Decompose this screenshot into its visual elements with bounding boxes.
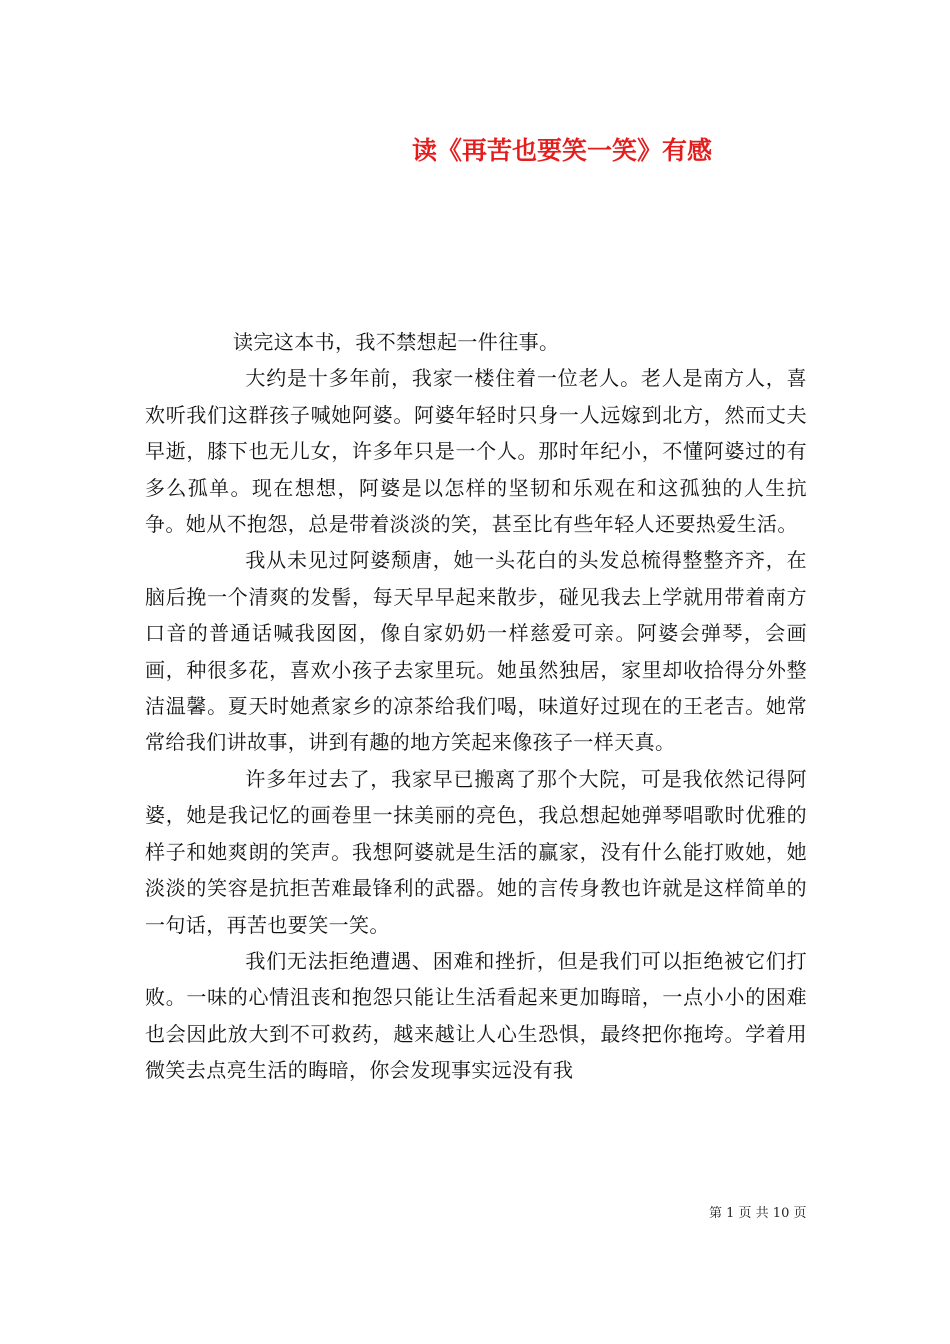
paragraph-2 [145, 360, 807, 542]
paragraph-3 [145, 542, 807, 760]
paragraph-4 [145, 761, 807, 943]
paragraph-2-text: 大约是十多年前，我家一楼住着一位老人。老人是南方人，喜欢听我们这群孩子喊她阿婆。阿婆年轻时只身一人远嫁到北方，然而丈夫早逝，膝下也无儿女，许多年只是一个人。那时年纪小，不懂阿婆过的有多么孤单。现在想想，阿婆是以怎样的坚韧和乐观在和这孤独的人生抗争。她从不抱怨，总是带着淡淡的笑，甚至比有些年轻人还要热爱生活。 [145, 366, 807, 537]
page-number-footer: 第 1 页 共 10 页 [709, 1206, 807, 1221]
paragraph-4-text: 许多年过去了，我家早已搬离了那个大院，可是我依然记得阿婆，她是我记忆的画卷里一抹美丽的亮色，我总想起她弹琴唱歌时优雅的样子和她爽朗的笑声。我想阿婆就是生活的赢家，没有什么能打败她，她淡淡的笑容是抗拒苦难最锋利的武器。她的言传身教也许就是这样简单的一句话，再苦也要笑一笑。 [145, 766, 807, 937]
paragraph-1: 读完这本书，我不禁想起一件往事。 [233, 330, 560, 354]
paragraph-5-text: 我们无法拒绝遭遇、困难和挫折，但是我们可以拒绝被它们打败。一味的心情沮丧和抱怨只能让生活看起来更加晦暗，一点小小的困难也会因此放大到不可救药，越来越让人心生恐惧，最终把你拖垮。学着用微笑去点亮生活的晦暗，你会发现事实远没有我 [145, 948, 807, 1083]
paragraph-3-text: 我从未见过阿婆颓唐，她一头花白的头发总梳得整整齐齐，在脑后挽一个清爽的发髻，每天早早起来散步，碰见我去上学就用带着南方口音的普通话喊我囡囡，像自家奶奶一样慈爱可亲。阿婆会弹琴，会画画，种很多花，喜欢小孩子去家里玩。她虽然独居，家里却收拾得分外整洁温馨。夏天时她煮家乡的凉茶给我们喝，味道好过现在的王老吉。她常常给我们讲故事，讲到有趣的地方笑起来像孩子一样天真。 [145, 548, 807, 755]
document-title: 读《再苦也要笑一笑》有感 [412, 136, 713, 165]
paragraph-5 [145, 943, 807, 1089]
document-body [145, 324, 807, 1089]
